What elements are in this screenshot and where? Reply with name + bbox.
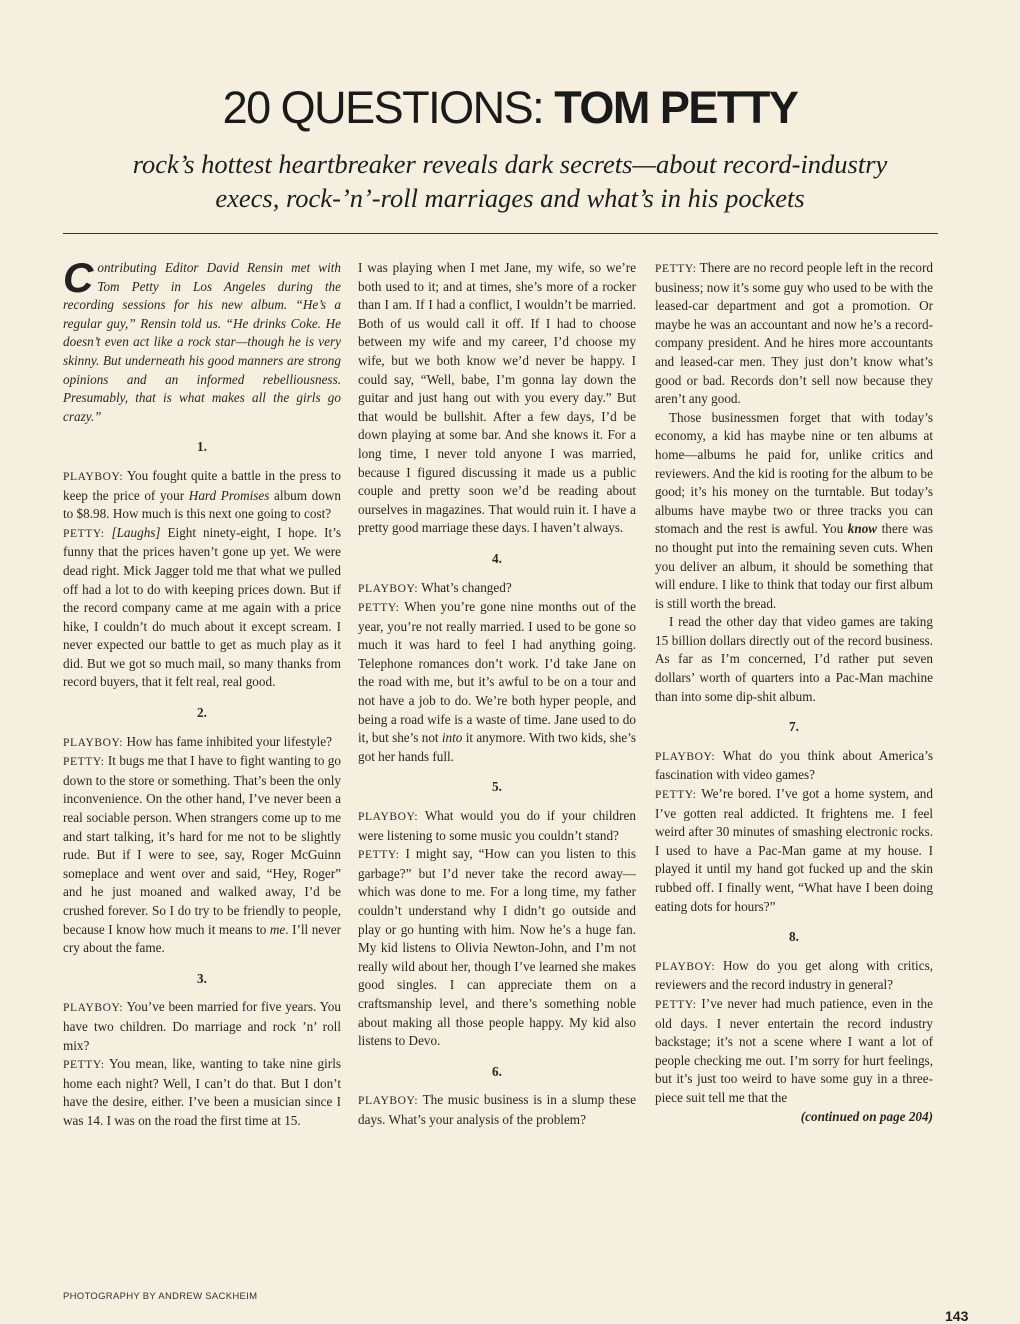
question-number-8: 8. [789,929,799,945]
answer-4: PETTY: When you’re gone nine months out of the year, you’re not really married. I used to be gone so much it was hard to feel I had anything going. Telephone romances don’t work. I’d take Jane on the road with me, but it’s awful to be on a tour and not have a job to do. We’re both hyper people, and being a road wife is a waste of time. Jane used to do it, but she’s not into it anymore. With two kids, she’s got her hands full. [358,599,636,764]
speaker-label: PETTY: [63,756,105,769]
answer-8: PETTY: I’ve never had much patience, even in the old days. I never entertain the record industry backstage; it’s not a scene where I want a lot of people checking me out. I’m sorry for hurt feelings, but it’s just too weird to have some guy in a three-piece suit tell me that the [655,995,933,1105]
speaker-label: PLAYBOY: [655,960,716,973]
column-1 [63,254,342,1131]
question-8: PLAYBOY: How do you get along with critics, reviewers and the record industry in general? [655,957,933,993]
title-divider [63,233,938,234]
question-number-7: 7. [789,719,799,735]
title-prefix: 20 QUESTIONS: [222,82,555,133]
speaker-label: PETTY: [63,1059,105,1072]
answer-6-paragraph-3: I read the other day that video games are taking 15 billion dollars directly out of the record business. As far as I’m concerned, I’d rather put seven dollars’ worth of quarters into a Pac-Man machine than into some dip-shit album. [655,614,933,704]
speaker-label: PETTY: [358,602,400,615]
answer-7: PETTY: We’re bored. I’ve got a home system, and I’ve gotten real addicted. It frightens me. I feel weird after 30 minutes of smashing electronic rocks. I used to have a Pac-Man game at my house. I played it until my hand got fucked up and the skin rubbed off. I finally went, “What have I been doing eating dots for hours?” [655,786,933,914]
speaker-label: PLAYBOY: [63,1002,124,1015]
question-5: PLAYBOY: What would you do if your children were listening to some music you couldn’t stand? [358,808,636,843]
intro-text: ontributing Editor David Rensin met with Tom Petty in Los Angeles during the recording sessions for his new album. “He’s a regular guy,” Rensin told us. “He drinks Coke. He doesn’t even act like a rock star—though he is very skinny. But underneath his good manners are strong opinions and an informed rebelliousness. Presumably, that is what makes all the girls go crazy.” [63,260,341,424]
speaker-label: PLAYBOY: [358,1095,419,1108]
page-number: 143 [945,1308,969,1324]
question-number-4: 4. [492,550,502,566]
column-3 [655,259,933,1126]
column-2 [358,259,636,1130]
speaker-label: PLAYBOY: [63,470,124,483]
speaker-label: PETTY: [63,527,105,540]
answer-1: PETTY: [Laughs] Eight ninety-eight, I hope. It’s funny that the prices haven’t gone up yet. We were dead right. Mick Jagger told me that what we pulled off had a lot to do with keeping prices down. But if the record company came at me again with a price hike, I couldn’t do much about it except scream. I never expected our battle to get as much play as it did. But we got so much mail, so many thanks from record buyers, that it felt real, real good. [63,524,342,690]
continued-note: (continued on page 204) [800,1108,933,1124]
question-2: PLAYBOY: How has fame inhibited your lifestyle? [63,733,332,749]
speaker-label: PLAYBOY: [358,582,419,595]
title-name: TOM PETTY [554,82,798,133]
intro-paragraph [63,254,341,426]
speaker-label: PETTY: [655,998,697,1011]
answer-5: PETTY: I might say, “How can you listen to this garbage?” but I’d never take the record away—which was done to me. For a long time, my father couldn’t understand why I didn’t go outside and play or go hunting with him. Now he’s a huge fan. My kid listens to Olivia Newton-John, and I’m not really wild about her, though I’ve learned she makes good singles. I can appreciate them on a craftsmanship level, and there’s something noble about making all those people happy. My kid also listens to Devo. [358,846,636,1049]
answer-6-paragraph-2: Those businessmen forget that with today’s economy, a kid has maybe nine or ten albums at home—albums he paid for, unlike critics and reviewers. And the kid is rooting for the album to be good; it’s his money on the turntable. But today’s albums have maybe two or three tracks you can stomach and the rest is awful. You know there was no thought put into the remaining seven cuts. When you deliver an album, it should be something that will endure. I like to think that today our first album is still worth the bread. [655,409,933,611]
speaker-label: PLAYBOY: [358,811,419,824]
photo-credit: PHOTOGRAPHY BY ANDREW SACKHEIM [63,1291,258,1302]
answer-3-continued: I was playing when I met Jane, my wife, so we’re both used to it; and at times, she’s more of a rocker than I am. If I had a conflict, I wouldn’t be married. Both of us would call it off. If I had to choose between my wife and my career, I’d choose my wife, but we both know we’d never be happy. I could say, “Well, babe, I’m gonna lay down the guitar and just hang out with you every day.” But that would be bullshit. After a few days, I’d be down playing at some bar. And she knows it. For a long time, I never told anyone I was married, because I figured discussing it made us a public couple and pretty soon we’d be reading about ourselves in magazines. That would ruin it. I have a pretty good marriage these days. I haven’t always. [358,260,636,536]
drop-cap: C [63,254,94,301]
question-number-6: 6. [492,1063,502,1079]
answer-6: PETTY: There are no record people left in the record business; now it’s some guy who used to be with the leased-car department and got a promotion. Or maybe he was an accountant and now he’s a record-company president. And he hires more accountants and leased-car men. They just don’t know what’s good or bad. Records don’t sell now because they aren’t any good. [655,260,933,407]
question-number-2: 2. [197,705,207,721]
article-title [0,83,1020,133]
question-3: PLAYBOY: You’ve been married for five years. You have two children. Do marriage and rock ’n’ roll mix? [63,999,341,1053]
speaker-label: PLAYBOY: [655,750,716,763]
question-number-5: 5. [492,779,502,795]
question-number-3: 3. [197,970,207,986]
speaker-label: PETTY: [655,263,697,275]
speaker-label: PETTY: [655,789,697,802]
question-1: PLAYBOY: You fought quite a battle in the press to keep the price of your Hard Promises album down to $8.98. How much is this next one going to cost? [63,467,341,522]
speaker-label: PLAYBOY: [63,736,124,749]
speaker-label: PETTY: [358,849,400,862]
answer-2: PETTY: It bugs me that I have to fight wanting to go down to the store or something. That’s been the only inconvenience. On the other hand, I’ve never been a real sociable person. When strangers come up to me and start talking, it’s hard for me not to be slightly rude. But if I were to see, say, Roger McGuinn someplace and went over and said, “Hey, Roger” and he just moaned and walked away, I’d be crushed forever. So I do try to be friendly to people, because I know how much it means to me. I’ll never cry about the fame. [63,753,341,956]
article-subtitle: rock’s hottest heartbreaker reveals dark secrets—about record-industry execs, rock-’n’-roll marriages and what’s in his pockets [132,149,888,213]
answer-3: PETTY: You mean, like, wanting to take nine girls home each night? Well, I can’t do that. But I don’t have the desire, either. I’ve been a musician since I was 14. I was on the road the first time at 15. [63,1056,341,1128]
question-4: PLAYBOY: What’s changed? [358,579,512,595]
question-7: PLAYBOY: What do you think about America’s fascination with video games? [655,747,933,783]
question-number-1: 1. [197,439,207,455]
question-6: PLAYBOY: The music business is in a slump these days. What’s your analysis of the problem? [358,1092,636,1127]
